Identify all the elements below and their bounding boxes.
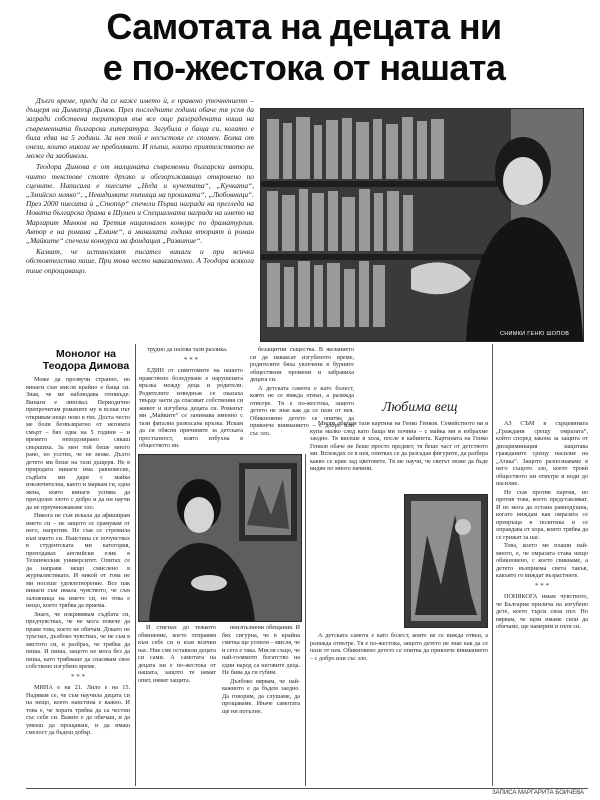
column-paragraph: трудно да назова тази разлика. xyxy=(147,346,228,353)
headline-line-1: Самотата на децата ни xyxy=(106,6,502,47)
bottom-rule xyxy=(26,788,588,789)
column-2-top xyxy=(139,346,243,452)
photo-author-seated xyxy=(138,454,302,622)
column-4-bottom xyxy=(310,632,488,786)
column-paragraph: А детската самота е като болест, която не се вижда отвън, а разяжда отвътре. Тя е по-жестока, защото детето не знае как да се пази от нея. Обикновено детето се опитва да привлече вниманието – с добро или със зло. xyxy=(250,384,354,437)
column-paragraph: безащитни същества. В желанието си да наваксат изгубеното време, родителите бяха увлечени в бурните обществени промени и забравиха децата си. xyxy=(250,346,354,383)
section-title-monologue: Монолог на Теодора Димова xyxy=(42,348,130,372)
section-separator: * * * xyxy=(184,355,198,364)
byline: ЗАПИСА МАРГАРИТА БОЙЧЕВА xyxy=(491,790,584,796)
photo-author-bookshelf-image xyxy=(261,109,583,341)
column-divider xyxy=(492,344,493,786)
column-paragraph: ПОНЯКОГА имам чувството, че България прилича на изгубено дете, което търси своя път. Но вярвам, че щом имаме сили да обичаме, ще намерим и пътя си. xyxy=(496,593,588,630)
article-intro xyxy=(26,96,254,277)
column-paragraph: ЕДИН от симптомите на нашето нравствено боледуване е нарушената връзка между деца и родители. Родителите изведнъж се оказаха твърде заети да спасяват собствения си живот и изгубиха децата си. Романът ми „Майките“ се занимава именно с тази фатална разкъсана връзка. Искам да си обясня причините за детската престъпност, която избухна в обществото ни. xyxy=(139,367,243,449)
column-paragraph: АЗ СЪМ в сърцевината „Граждани срещу омразата“, който според закона за защита от дискриминация защитава гражданите срещу насилие на „Атака“. Защото разпознаваме в него същото зло, което тровѝ обществото ни отвътре и води до насилие. xyxy=(496,420,588,487)
photo-caption: СНИМКИ ГЕНЮ ШОПОВ xyxy=(500,331,570,337)
column-favorite-thing xyxy=(310,420,488,490)
column-paragraph: Може да прозвучи странно, но винаги съм мисля крайно е баща си. Зная, че ме наблюдава отнякъде. Винаги е липсвал. Периодично препрочитам романите му и всеки път откривам нещо ново в тях. Доста често ме боли безвъзвратно от неговата смърт – бях едва на 5 години – и времето неподозирано сякаш свършиха. За мен той беше много рано, но усетих, че не може. Дълго детето ми беше на тази дъщеря. Не в природата винаги има равновесие, съдбата ми дари с майка изключителна, както и маркам ги, една жена, която винаги успява да преодолее злото с добро и да ни научи да не преумножаваме зло. xyxy=(26,376,130,511)
column-2-bottom xyxy=(138,624,216,786)
intro-paragraph: Дълго време, преди да се каже името ѝ, е правено уточнението – дъщеря на Димитър Димов. През последните години обаче тя успя да загради собствена територия във все още разградената ниша на съвременната българска литература. Загубила е баща си, когато е била едва на 5 години. За нея той е несъстоял се спомен. Болка от онези, които никога не преболяват. И пълни, които приятелството не може да заобиколи. xyxy=(26,96,254,161)
section-title-favorite-thing: Любима вещ xyxy=(382,400,458,415)
column-divider xyxy=(305,454,306,786)
column-5 xyxy=(496,420,588,786)
photo-author-bookshelf xyxy=(260,108,584,342)
headline xyxy=(20,6,588,88)
intro-paragraph: Теодора Димова е от малцината съвременни български автори, чиито текстове стоят дръзко и обезоръжаващо откровено по сцените. Написала е пиесите „Неда и кучетата“, „Кучката“, „Змийско мляко“, „Невидимите пътища на прошката“, „Любовници“. През 2000 пиесата ѝ „Стопър“ спечели Първа награда на прегледа на Новата българска драма в Шумен и Специалната награда на името на Маргарит Минков на Третия национален конкурс по драматургия. Автор е на романа „Емине“, а миналата година вторият ѝ роман „Майките“ спечели конкурса на фондация „Развитие“. xyxy=(26,162,254,246)
intro-paragraph: Казват, че истинският писател винаги и при всички обстоятелства пише. При това често наказателно. А Теодора всякога пише опрощаващо. xyxy=(26,247,254,275)
section-separator: * * * xyxy=(535,581,549,590)
photo-author-seated-image xyxy=(139,455,301,621)
headline-line-2: е по-жестока от нашата xyxy=(102,47,506,88)
section-separator: * * * xyxy=(71,672,85,681)
column-divider xyxy=(135,344,136,786)
photo-painting xyxy=(404,494,488,628)
column-paragraph: Знаех, че изкривявам съдбата си, предчувствах, че не мога повече да правя това, което не обичам. Докато не тръгнах, дълбоко чувствах, че не съм в мястото си, и разбрах, че трябва да пиша. И пиша, защото не мога без да пиша, като трябваше да спасявам свое собствено изгубено време. xyxy=(26,610,130,670)
column-paragraph: А детската самота е като болест, която не се вижда отвън, а разяжда отвътре. Тя е по-жестока, защото детето не знае как да се пази от нея. Обикновено детето се опитва да привлече вниманието – с добро или със зло. xyxy=(310,632,488,662)
column-paragraph: Не съм против партия, но против това, което представляват. И не мога да остана равнодушна, когато виждам как омразата се превръща в политика и се оправдава от хора, които трябва да се грижат за нас. xyxy=(496,488,588,541)
column-paragraph: И стигнах до тежкото обвинение, което отправям към себе си и към всички нас. Ние сме оставили децата си сами. А самотата на децата ни е по-жестока от нашата, защото те нямат опит, нямат защита. xyxy=(138,624,216,684)
photo-painting-image xyxy=(405,495,487,627)
column-paragraph: Никога не съм искала да афиширам името си – не защото се срамувам от него, напротив. Не съм се стремила към името си. Наистина се почувствах в студентската ми категория, преподавах английски език в Техническия университет. Опитах се да направя нещо смислено в журналистиката. И никой от това не ми носеше удовлетворение. Все пак винаги съм имала чувството, че съм заложница на името си, но това е нещо, което трябва да приема. xyxy=(26,512,130,609)
column-paragraph: Дълбоко вярвам, че най-важното е да бъдем заедно. Да говорим, да слушаме, да прощаваме. Иначе самотата ще ни погълне. xyxy=(222,677,300,715)
column-3-bottom xyxy=(222,624,300,786)
column-paragraph: Това, което ме плаши най-много, е, че омразата става нещо обикновено, с което свикваме, а детето възприема света такъв, какъвто го виждат възрастните. xyxy=(496,542,588,579)
column-paragraph: неизпълнени обещания. И бях сигурна, че в крайна сметка ще успеем – мисля, че и сега е така. Мисля също, че най-голямото богатство на един народ са неговите деца. Не бива да ги губим. xyxy=(222,624,300,676)
column-1 xyxy=(26,376,130,786)
column-paragraph: Много обичам тази картина на Генко Генков. Семейството ни я купи малко след като баща ми почина – с майка ми я избрахме заедно. Тя висеше в хола, после в кабинета. Картината на Генко Генков обаче не беше просто предмет, тя беше част от детството ми. Вглеждах се в нея, опитвах се да разгадая фигурите, да разбера какво се крие зад цветовете. Тя ме научи, че светът може да бъде видян по много начини. xyxy=(310,420,488,472)
column-paragraph: МИНА е на 21. Лило е на 15. Надявам се, че съм научила децата си на нещо, което наистина е важно. И това е, че хората трябва да са честни със себе си. Важно е да обичаш, и да умееш да прощаваш, и да имаш смелост да бъдеш добър. xyxy=(26,684,130,736)
